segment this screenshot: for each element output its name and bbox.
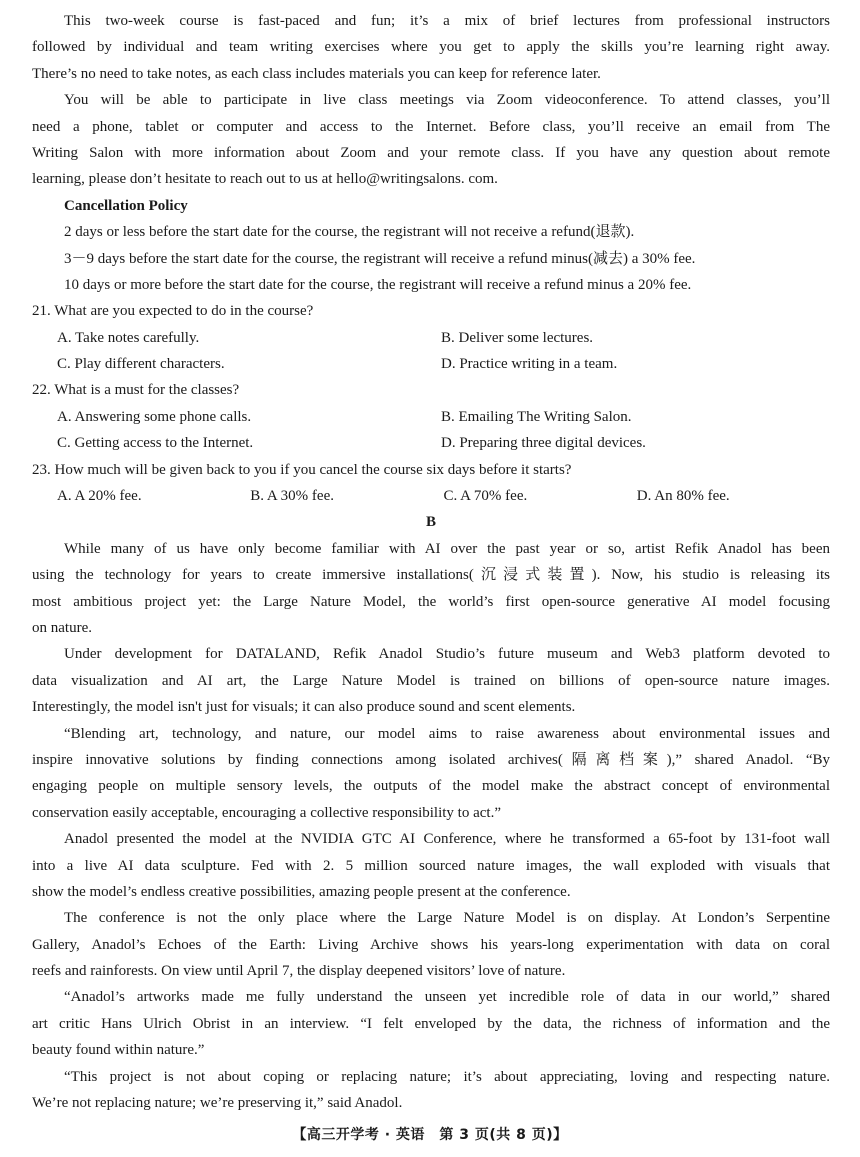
option-row (32, 325, 830, 351)
question-22 (32, 377, 830, 456)
text-line: data visualization and AI art, the Large Nature Model is trained on billions of open-source nature images. (32, 672, 830, 689)
text-line: While many of us have only become familiar with AI over the past year or so, artist Refik Anadol has been (64, 540, 830, 557)
option-a: A. Answering some phone calls. (57, 408, 252, 425)
question-23 (32, 457, 830, 510)
text-line: “This project is not about coping or replacing nature; it’s about appreciating, loving and respecting nature. (64, 1068, 830, 1085)
option-row (32, 430, 830, 456)
text-line: art critic Hans Ulrich Obrist in an interview. “I felt enveloped by the data, the richness of information and the (32, 1015, 830, 1032)
text-line: We’re not replacing nature; we’re preserving it,” said Anadol. (32, 1095, 403, 1112)
passage-a-paragraph-2 (32, 87, 830, 193)
text-line: show the model’s endless creative possibilities, amazing people present at the conference. (32, 883, 571, 900)
passage-b-paragraph-7 (32, 1064, 830, 1117)
option-row (32, 404, 830, 430)
text-line: The conference is not the only place where the Large Nature Model is on display. At London’s Serpentine (64, 910, 830, 927)
text-line: “Blending art, technology, and nature, our model aims to raise awareness about environmental issues and (64, 725, 830, 742)
page-footer: 【高三开学考 · 英语 第 3 页(共 8 页)】 (292, 1127, 568, 1143)
text-line: inspire innovative solutions by finding connections among isolated archives(隔离档案),” shared Anadol. “By (32, 751, 830, 768)
exam-page (32, 8, 830, 1116)
question-stem: 23. How much will be given back to you if you cancel the course six days before it starts? (32, 461, 572, 478)
text-line: There’s no need to take notes, as each class includes materials you can keep for reference later. (32, 65, 601, 82)
policy-item: 10 days or more before the start date for the course, the registrant will receive a refund minus a 20% fee. (64, 276, 692, 293)
text-line: into a live AI data sculpture. Fed with 2. 5 million sourced nature images, the wall exploded with visuals that (32, 857, 830, 874)
question-stem: 22. What is a must for the classes? (32, 382, 240, 399)
text-line: learning, please don’t hesitate to reach out to us at hello@writingsalons. com. (32, 171, 498, 188)
option-a: A. Take notes carefully. (57, 329, 200, 346)
option-d: D. Preparing three digital devices. (441, 435, 646, 452)
text-line: followed by individual and team writing exercises where you get to apply the skills you’re learning right away. (32, 39, 830, 56)
option-d: D. Practice writing in a team. (441, 356, 618, 373)
text-line: You will be able to participate in live class meetings via Zoom videoconference. To attend classes, you’ll (64, 92, 830, 109)
passage-b-paragraph-4 (32, 826, 830, 905)
option-c: C. Play different characters. (57, 356, 225, 373)
text-line: Interestingly, the model isn't just for visuals; it can also produce sound and scent elements. (32, 699, 576, 716)
text-line: Writing Salon with more information about Zoom and your remote class. If you have any question about remote (32, 144, 830, 161)
text-line: “Anadol’s artworks made me fully understand the unseen yet incredible role of data in our world,” shared (64, 989, 830, 1006)
option-c: C. A 70% fee. (443, 488, 528, 505)
question-stem: 21. What are you expected to do in the course? (32, 303, 314, 320)
text-line: most ambitious project yet: the Large Nature Model, the world’s first open-source generative AI model focusing (32, 593, 830, 610)
text-line: reefs and rainforests. On view until April 7, the display deepened visitors’ love of nature. (32, 963, 566, 980)
text-line: engaging people on multiple sensory levels, the outputs of the model make the abstract concept of environmental (32, 778, 830, 795)
text-line: This two-week course is fast-paced and fun; it’s a mix of brief lectures from professional instructors (64, 13, 830, 29)
option-b: B. Deliver some lectures. (441, 329, 594, 346)
passage-b-paragraph-1 (32, 536, 830, 642)
policy-item: 3－9 days before the start date for the course, the registrant will receive a refund minus(减去) a 30% fee. (64, 250, 696, 267)
option-b: B. Emailing The Writing Salon. (441, 408, 632, 425)
text-line: Under development for DATALAND, Refik Anadol Studio’s future museum and Web3 platform devoted to (64, 646, 830, 663)
option-row (32, 483, 830, 509)
option-a: A. A 20% fee. (57, 488, 142, 505)
option-b: B. A 30% fee. (250, 488, 334, 505)
text-line: conservation easily acceptable, encouraging a collective responsibility to act.” (32, 804, 501, 821)
question-21 (32, 298, 830, 377)
passage-b-paragraph-6 (32, 984, 830, 1063)
cancellation-policy (32, 193, 830, 299)
passage-b-paragraph-2 (32, 641, 830, 720)
text-line: Anadol presented the model at the NVIDIA GTC AI Conference, where he transformed a 65-foot by 131-foot wall (64, 831, 830, 848)
text-line: on nature. (32, 619, 92, 636)
policy-item: 2 days or less before the start date for the course, the registrant will not receive a refund(退款). (64, 224, 635, 241)
option-row (32, 351, 830, 377)
option-d: D. An 80% fee. (636, 488, 730, 505)
text-line: beauty found within nature.” (32, 1042, 205, 1059)
passage-a-paragraph-1 (32, 8, 830, 87)
passage-b-heading: B (425, 514, 436, 531)
passage-b-paragraph-3 (32, 721, 830, 827)
policy-heading: Cancellation Policy (64, 197, 188, 214)
text-line: using the technology for years to create immersive installations(沉浸式装置). Now, his studio is releasing its (32, 567, 830, 584)
passage-b-paragraph-5 (32, 905, 830, 984)
text-line: Gallery, Anadol’s Echoes of the Earth: Living Archive shows his years-long experimentation with data on coral (32, 936, 830, 953)
option-c: C. Getting access to the Internet. (57, 435, 254, 452)
text-line: need a phone, tablet or computer and access to the Internet. Before class, you’ll receive an email from The (32, 118, 830, 135)
